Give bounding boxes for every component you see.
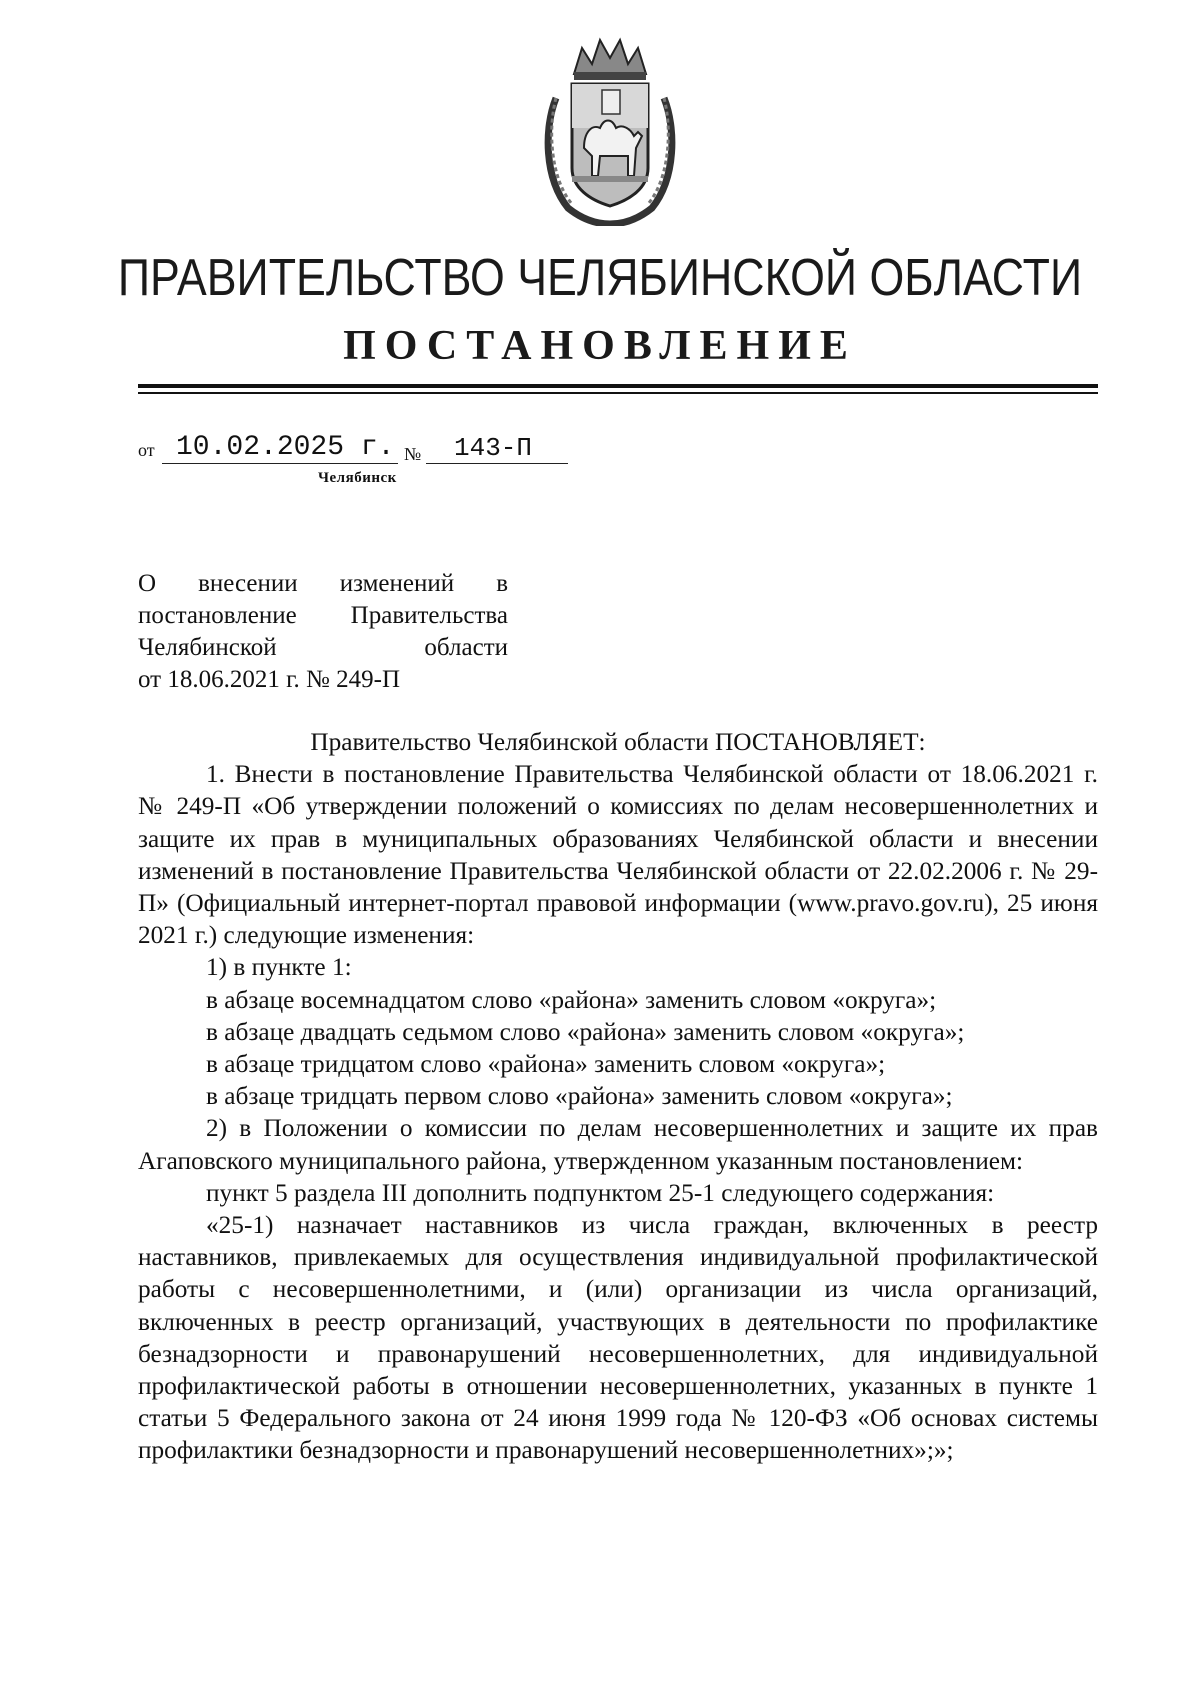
document-body — [138, 726, 1098, 1467]
document-date: 10.02.2025 г. — [162, 432, 398, 464]
body-paragraph: пункт 5 раздела III дополнить подпунктом 25-1 следующего содержания: — [206, 1178, 995, 1207]
document-kind-title: ПОСТАНОВЛЕНИЕ — [343, 323, 857, 369]
coat-of-arms-icon — [538, 28, 682, 226]
subject-line: О внесении изменений в — [138, 570, 508, 597]
body-paragraph: 1. Внести в постановление Правительства Челябинской области от 18.06.2021 г. № 249-П «Об утверждении положений о комиссиях по делам несовершеннолетних и защите их прав в муниципальных образованиях Челябинской области и внесении изменений в постановление Правительства Челябинской области от 22.02.2006 г. № 29-П» (Официальный интернет-портал правовой информации (www.pravo.gov.ru), 25 июня 2021 г.) следующие изменения: — [138, 760, 1098, 950]
government-name: ПРАВИТЕЛЬСТВО ЧЕЛЯБИНСКОЙ ОБЛАСТИ — [117, 249, 1083, 307]
body-paragraph: 2) в Положении о комиссии по делам несовершеннолетних и защите их прав Агаповского муниципального района, утвержденном указанным постановлением: — [138, 1114, 1098, 1175]
body-paragraph: в абзаце тридцатом слово «района» заменить словом «округа»; — [206, 1050, 886, 1079]
subject-line: Челябинской области — [138, 634, 508, 661]
body-paragraph: в абзаце восемнадцатом слово «района» заменить словом «округа»; — [206, 985, 937, 1014]
preamble: Правительство Челябинской области ПОСТАНОВЛЯЕТ: — [310, 728, 926, 756]
number-label: № — [404, 444, 422, 464]
header-divider-thick — [138, 384, 1098, 388]
body-paragraph: 1) в пункте 1: — [206, 953, 352, 982]
document-city: Челябинск — [318, 470, 397, 486]
subject-line: постановление Правительства — [138, 602, 508, 629]
header-divider-thin — [138, 392, 1098, 394]
document-number: 143-П — [426, 432, 568, 464]
body-paragraph: «25-1) назначает наставников из числа граждан, включенных в реестр наставников, привлекаемых для осуществления индивидуальной профилактической работы с несовершеннолетними, и (или) организации из числа организаций, включенных в реестр организаций, участвующих в деятельности по профилактике безнадзорности и правонарушений несовершеннолетних, для индивидуальной профилактической работы в отношении несовершеннолетних, указанных в пункте 1 статьи 5 Федерального закона от 24 июня 1999 года № 120-ФЗ «Об основах системы профилактики безнадзорности и правонарушений несовершеннолетних»;»; — [138, 1211, 1098, 1465]
body-paragraph: в абзаце двадцать седьмом слово «района» заменить словом «округа»; — [206, 1017, 965, 1046]
document-subject — [138, 568, 508, 696]
subject-line: от 18.06.2021 г. № 249-П — [138, 666, 401, 693]
body-paragraph: в абзаце тридцать первом слово «района» заменить словом «округа»; — [206, 1082, 953, 1111]
date-label: от — [138, 440, 155, 460]
